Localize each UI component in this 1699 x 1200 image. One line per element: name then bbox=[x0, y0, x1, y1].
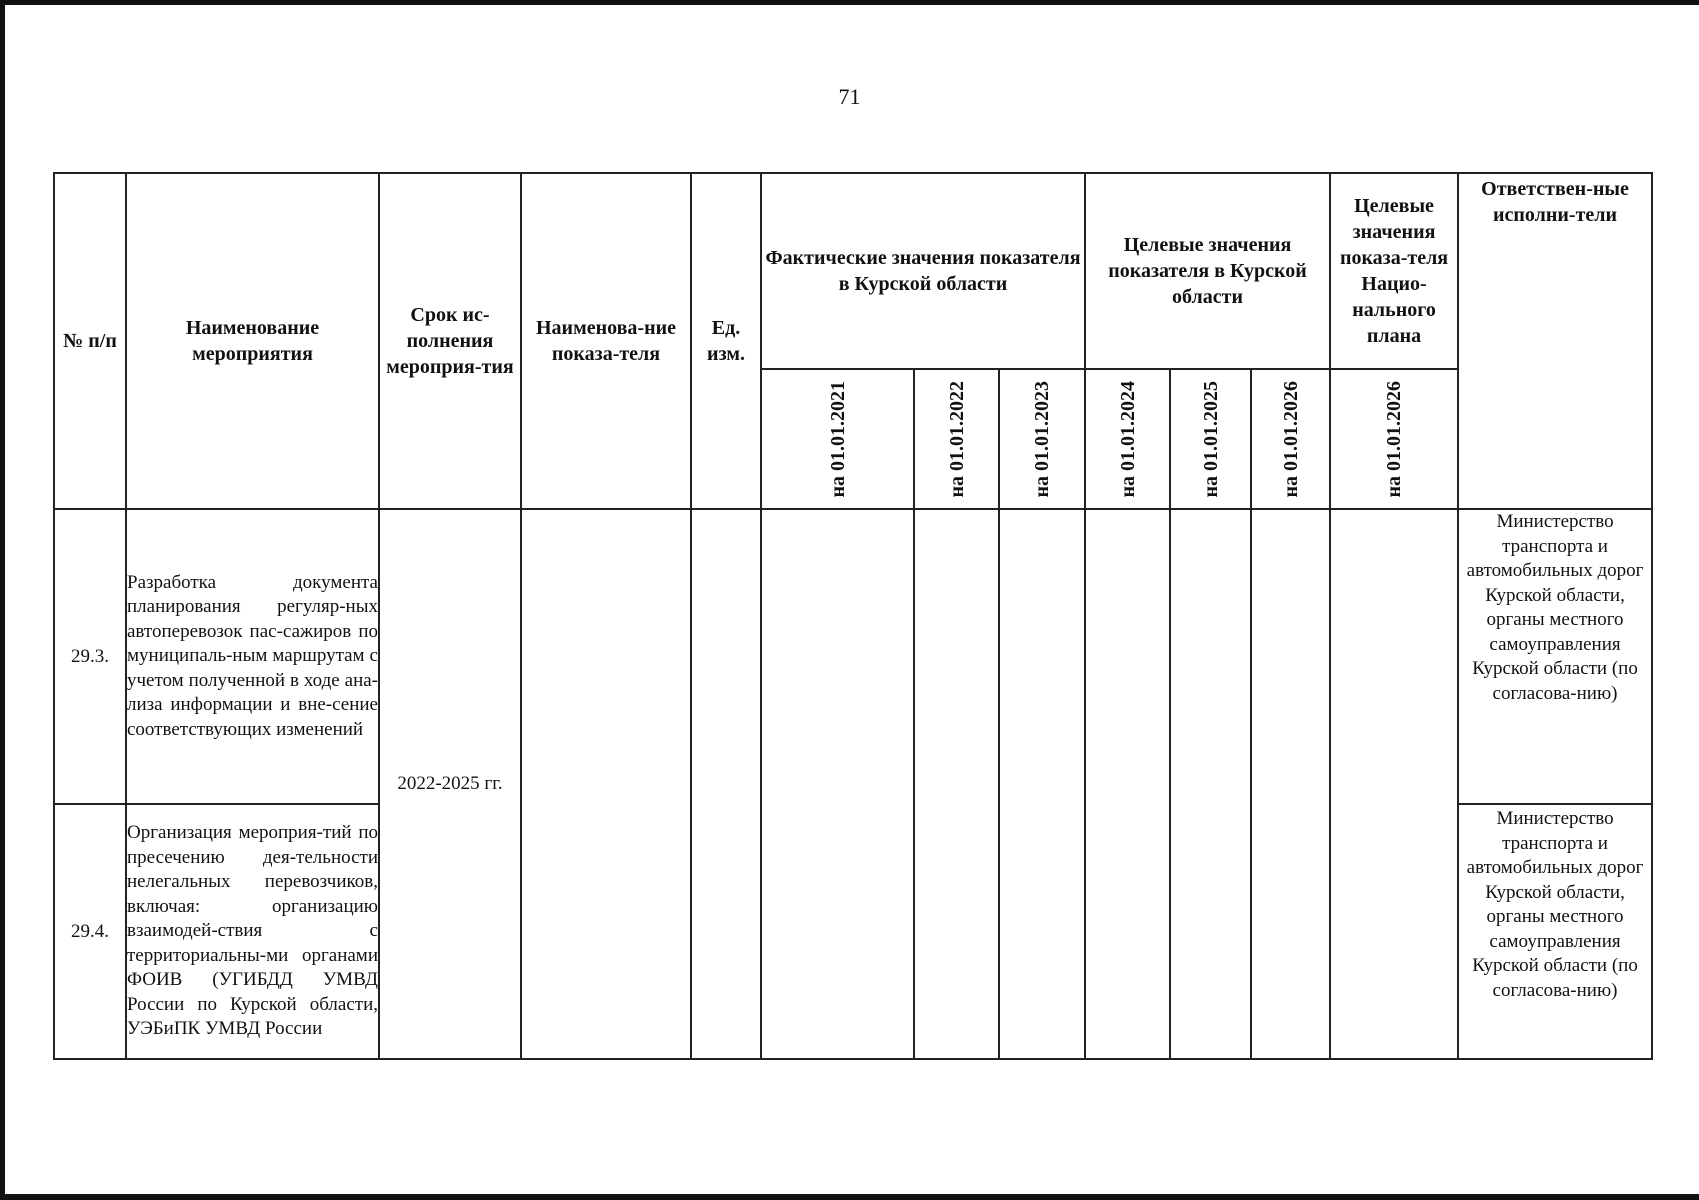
header-date-actual-2023 bbox=[999, 369, 1085, 509]
header-national-target: Целевые значения показа-теля Нацио-нального плана bbox=[1330, 173, 1458, 369]
value-cell-target-2024 bbox=[1085, 509, 1170, 1059]
row-number: 29.4. bbox=[54, 804, 126, 1059]
event-name: Организация мероприя-тий по пресечению дея-тельности нелегальных перевозчиков, включая: организацию взаимодей-ствия с территориальны-ми органами ФОИВ (УГИБДД УМВД России по Курской области, УЭБиПК УМВД России bbox=[126, 804, 379, 1059]
responsible-executors: Министерство транспорта и автомобильных дорог Курской области, органы местного самоуправления Курской области (по согласова-нию) bbox=[1458, 509, 1652, 804]
header-date-target-2026 bbox=[1251, 369, 1330, 509]
header-date-target-2024 bbox=[1085, 369, 1170, 509]
unit-cell bbox=[691, 509, 761, 1059]
header-actual-values: Фактические значения показателя в Курской области bbox=[761, 173, 1085, 369]
header-date-actual-2021 bbox=[761, 369, 914, 509]
action-plan-table bbox=[53, 172, 1653, 1060]
header-event-name: Наименование мероприятия bbox=[126, 173, 379, 509]
event-deadline: 2022-2025 гг. bbox=[379, 509, 521, 1059]
header-date-target-2025 bbox=[1170, 369, 1251, 509]
value-cell-actual-2022 bbox=[914, 509, 999, 1059]
header-responsible: Ответствен-ные исполни-тели bbox=[1458, 173, 1652, 509]
header-indicator-name: Наименова-ние показа-теля bbox=[521, 173, 691, 509]
header-deadline: Срок ис-полнения мероприя-тия bbox=[379, 173, 521, 509]
date-label: на 01.01.2022 bbox=[945, 380, 968, 498]
date-label: на 01.01.2024 bbox=[1116, 380, 1139, 498]
indicator-name-cell bbox=[521, 509, 691, 1059]
page-number: 71 bbox=[838, 84, 861, 109]
header-date-actual-2022 bbox=[914, 369, 999, 509]
responsible-executors: Министерство транспорта и автомобильных дорог Курской области, органы местного самоуправления Курской области (по согласова-нию) bbox=[1458, 804, 1652, 1059]
header-date-national-2026 bbox=[1330, 369, 1458, 509]
date-label: на 01.01.2025 bbox=[1199, 380, 1222, 498]
value-cell-target-2026 bbox=[1251, 509, 1330, 1059]
page-frame-left bbox=[0, 0, 5, 1200]
date-label: на 01.01.2026 bbox=[1383, 380, 1406, 498]
value-cell-target-2025 bbox=[1170, 509, 1251, 1059]
header-row-top bbox=[54, 173, 1652, 369]
header-unit: Ед. изм. bbox=[691, 173, 761, 509]
value-cell-national-2026 bbox=[1330, 509, 1458, 1059]
page-frame-bottom bbox=[0, 1194, 1699, 1200]
value-cell-actual-2023 bbox=[999, 509, 1085, 1059]
date-label: на 01.01.2021 bbox=[826, 380, 849, 498]
value-cell-actual-2021 bbox=[761, 509, 914, 1059]
event-name: Разработка документа планирования регуляр-ных автоперевозок пас-сажиров по муниципаль-ным маршрутам с учетом полученной в ходе ана-лиза информации и вне-сение соответствующих изменений bbox=[126, 509, 379, 804]
header-target-values: Целевые значения показателя в Курской области bbox=[1085, 173, 1330, 369]
header-num: № п/п bbox=[54, 173, 126, 509]
date-label: на 01.01.2026 bbox=[1279, 380, 1302, 498]
table-row bbox=[54, 509, 1652, 804]
page-frame-top bbox=[0, 0, 1699, 5]
row-number: 29.3. bbox=[54, 509, 126, 804]
date-label: на 01.01.2023 bbox=[1031, 380, 1054, 498]
